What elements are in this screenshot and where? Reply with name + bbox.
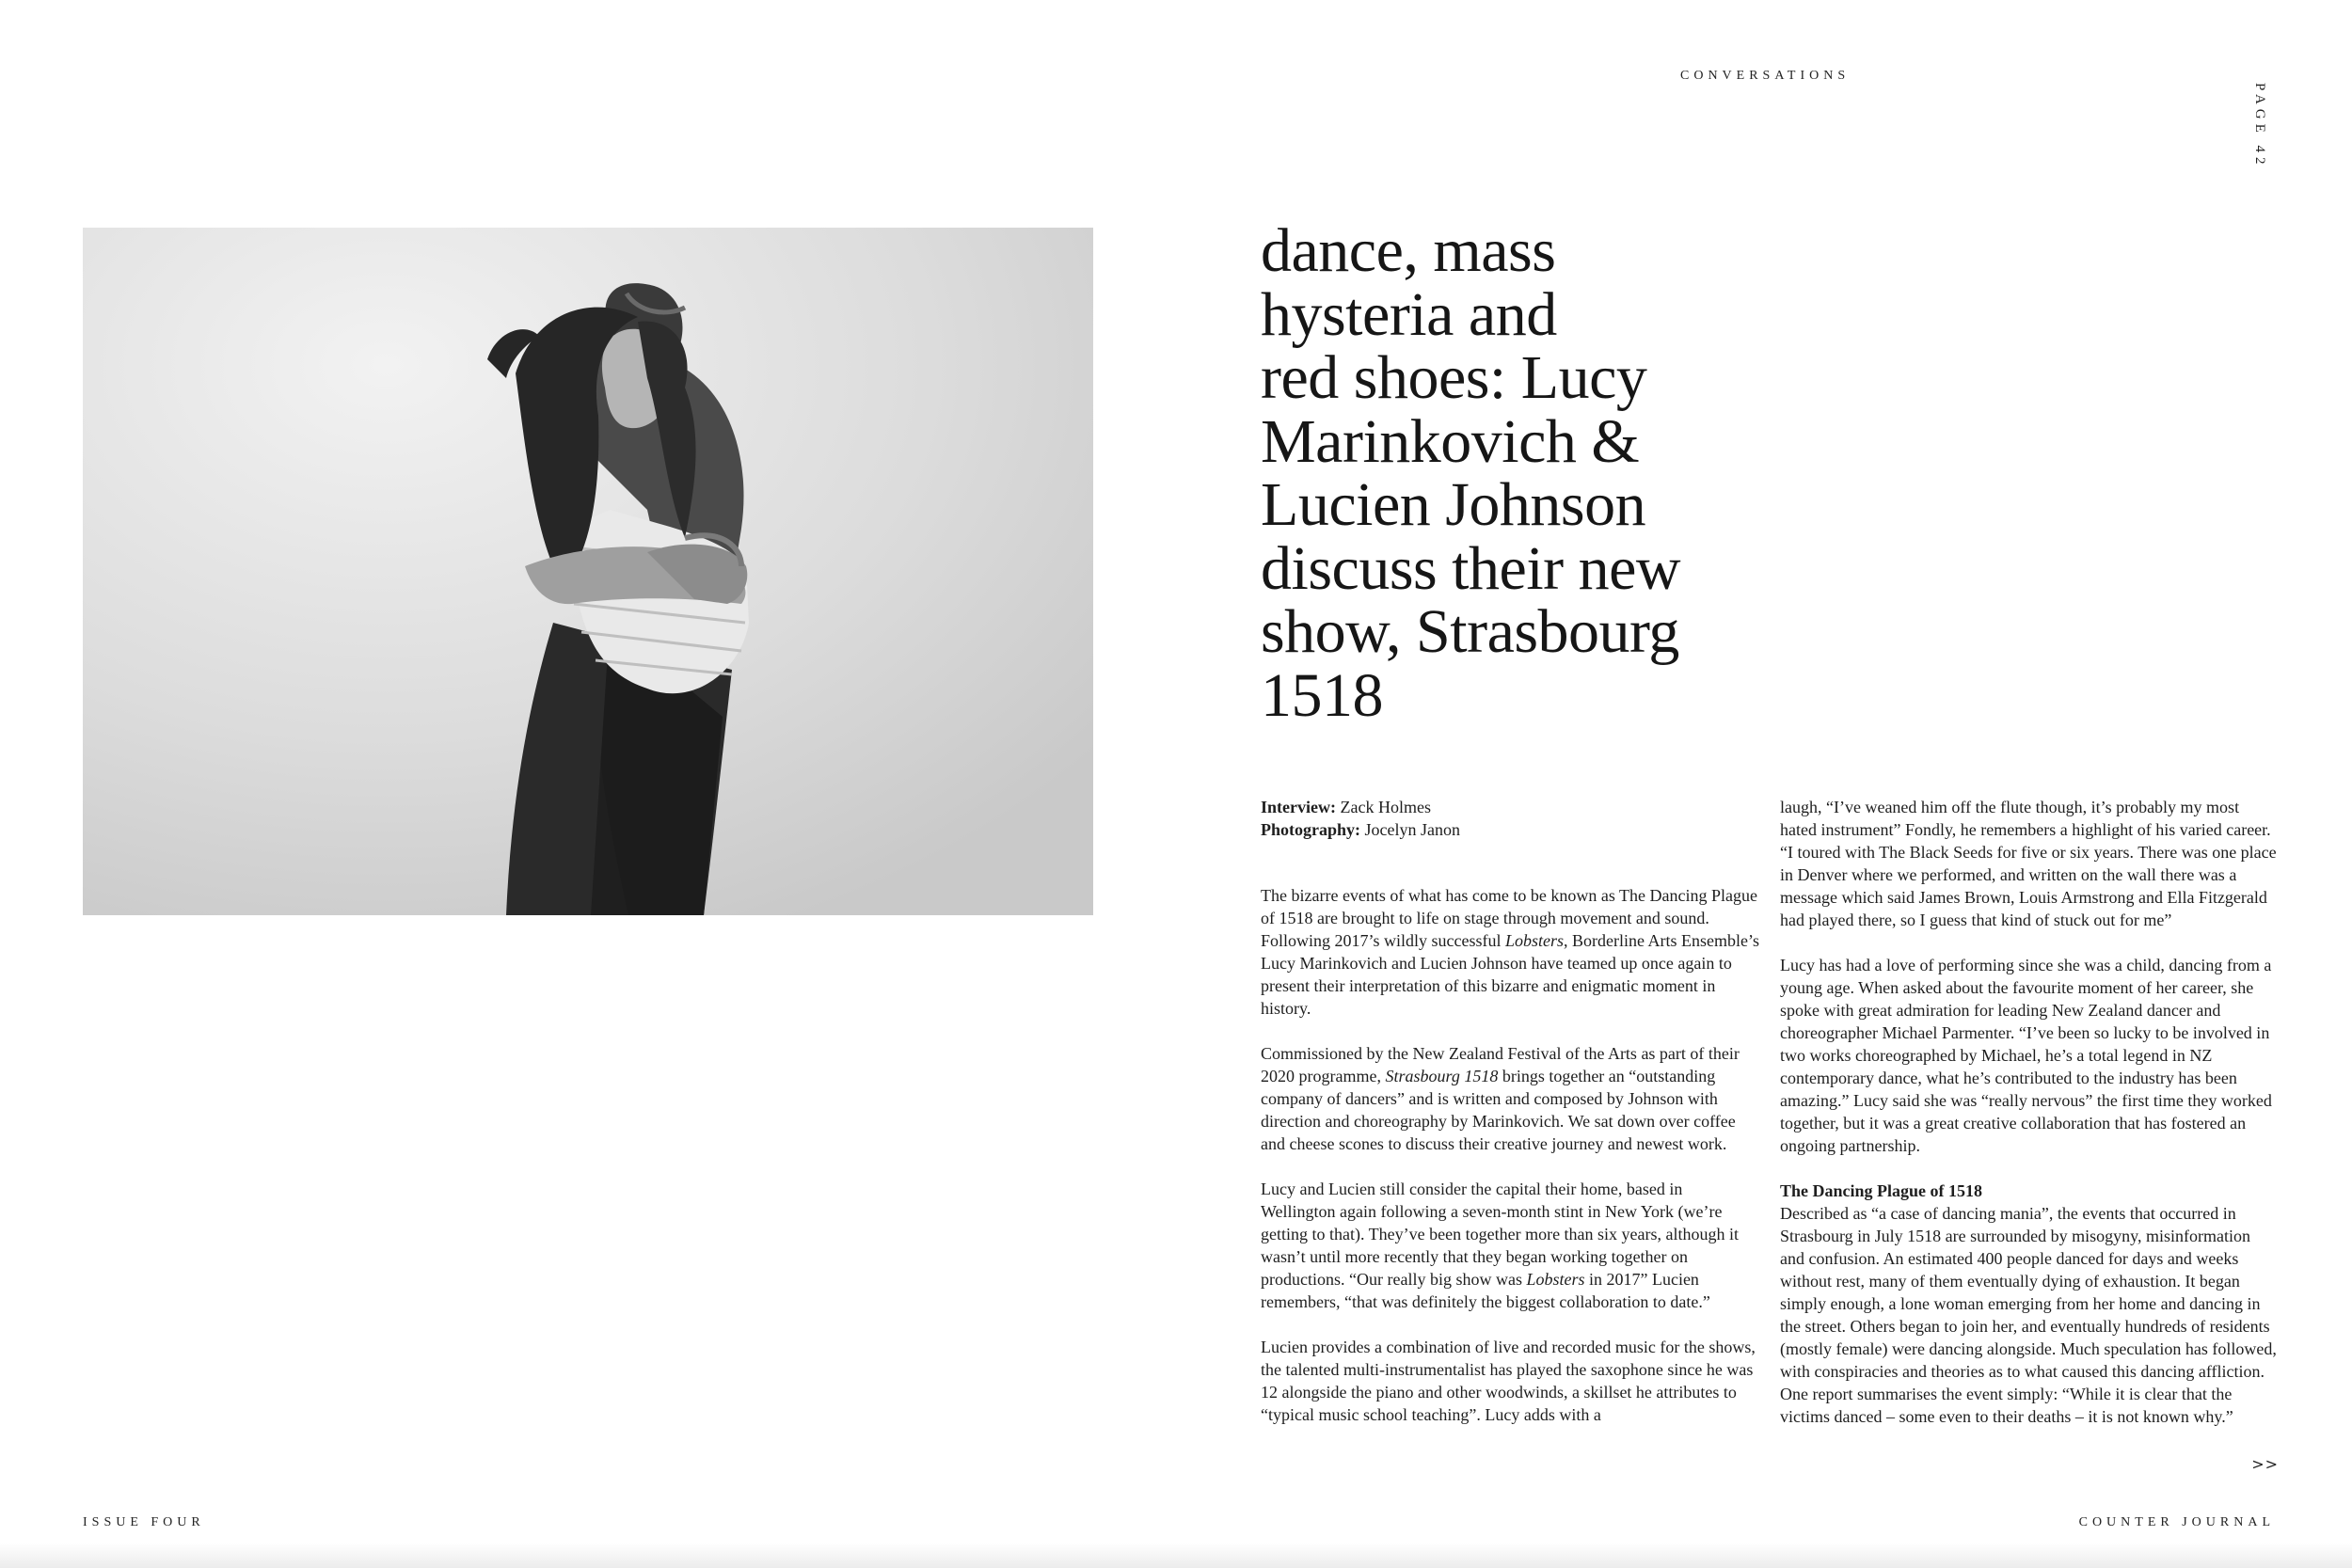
headline-line: hysteria and <box>1261 279 1557 349</box>
interview-label: Interview: <box>1261 798 1336 816</box>
article-paragraph: Lucy and Lucien still consider the capital their home, based in Wellington again following a seven-month stint in New York (we’re getting to that). They’ve been together more than six years, although it wasn’t until more recently that they began working together on productions. “Our really big show was Lobsters in 2017” Lucien remembers, “that was definitely the biggest collaboration to date.” <box>1261 1180 1740 1311</box>
article-paragraph: laugh, “I’ve weaned him off the flute though, it’s probably my most hated instrument” Fondly, he remembers a highlight of his varied career. “I toured with The Black Seeds for five or six years. There was one place in Denver where we performed, and written on the wall there was a message which said James Brown, Louis Armstrong and Ella Fitzgerald had played there, so I guess that kind of stuck out for me” <box>1780 798 2277 929</box>
section-label: CONVERSATIONS <box>1680 69 1851 83</box>
headline-line: Lucien Johnson <box>1261 470 1646 539</box>
article-paragraph: Described as “a case of dancing mania”, the events that occurred in Strasbourg in July 1518 are surrounded by misogyny, misinformation and confusion. An estimated 400 people danced for days and weeks without rest, many of them eventually dying of exhaustion. It began simply enough, a lone woman emerging from her home and dancing in the street. Others began to join her, and eventually hundreds of residents (mostly female) were dancing alongside. Much speculation has followed, with conspiracies and theories as to what caused this dancing affliction. One report summarises the event simply: “While it is clear that the victims danced – some even to their deaths – it is not known why.” <box>1780 1204 2277 1426</box>
article-column-left <box>1261 796 1759 1449</box>
photographer-name: Jocelyn Janon <box>1360 820 1460 839</box>
section-subheading: The Dancing Plague of 1518 <box>1780 1181 1983 1200</box>
article-column-right <box>1780 796 2279 1450</box>
headline-line: discuss their new <box>1261 533 1681 603</box>
page-number: PAGE 42 <box>2252 83 2267 169</box>
headline-line: show, Strasbourg <box>1261 597 1679 666</box>
interviewer-name: Zack Holmes <box>1335 798 1431 816</box>
article-paragraph: The bizarre events of what has come to be known as The Dancing Plague of 1518 are brought to life on stage through movement and sound. Following 2017’s wildly successful Lobsters, Borderline Arts Ensemble’s Lucy Marinkovich and Lucien Johnson have teamed up once again to present their interpretation of this bizarre and enigmatic moment in history. <box>1261 886 1759 1018</box>
next-page-arrow[interactable]: >> <box>2251 1455 2279 1473</box>
dancers-photo-illustration <box>83 228 1093 915</box>
headline-line: 1518 <box>1261 660 1383 730</box>
page-bottom-shadow <box>0 1543 2352 1568</box>
journal-name: COUNTER JOURNAL <box>2078 1515 2275 1529</box>
headline-line: dance, mass <box>1261 216 1556 285</box>
article-headline <box>1261 216 1863 730</box>
headline-line: Marinkovich & <box>1261 406 1640 476</box>
headline-line: red shoes: Lucy <box>1261 343 1647 412</box>
article-paragraph: Lucien provides a combination of live and recorded music for the shows, the talented multi-instrumentalist has played the saxophone since he was 12 alongside the piano and other woodwinds, a skillset he attributes to “typical music school teaching”. Lucy adds with a <box>1261 1338 1756 1424</box>
article-paragraph: Lucy has had a love of performing since she was a child, dancing from a young age. When asked about the favourite moment of her career, she spoke with great admiration for leading New Zealand dancer and choreographer Michael Parmenter. “I’ve been so lucky to be involved in two works choreographed by Michael, he’s a total legend in NZ contemporary dance, what he’s contributed to the industry has been amazing.” Lucy said she was “really nervous” the first time they worked together, but it was a great creative collaboration that has fostered an ongoing partnership. <box>1780 956 2272 1155</box>
article-credits <box>1261 796 1759 841</box>
article-paragraph: Commissioned by the New Zealand Festival of the Arts as part of their 2020 programme, Strasbourg 1518 brings together an “outstanding company of dancers” and is written and composed by Johnson with direction and choreography by Marinkovich. We sat down over coffee and cheese scones to discuss their creative journey and newest work. <box>1261 1044 1740 1153</box>
feature-photo <box>83 228 1093 915</box>
article-section <box>1780 1180 2279 1428</box>
photography-label: Photography: <box>1261 820 1361 839</box>
issue-label: ISSUE FOUR <box>83 1515 205 1529</box>
